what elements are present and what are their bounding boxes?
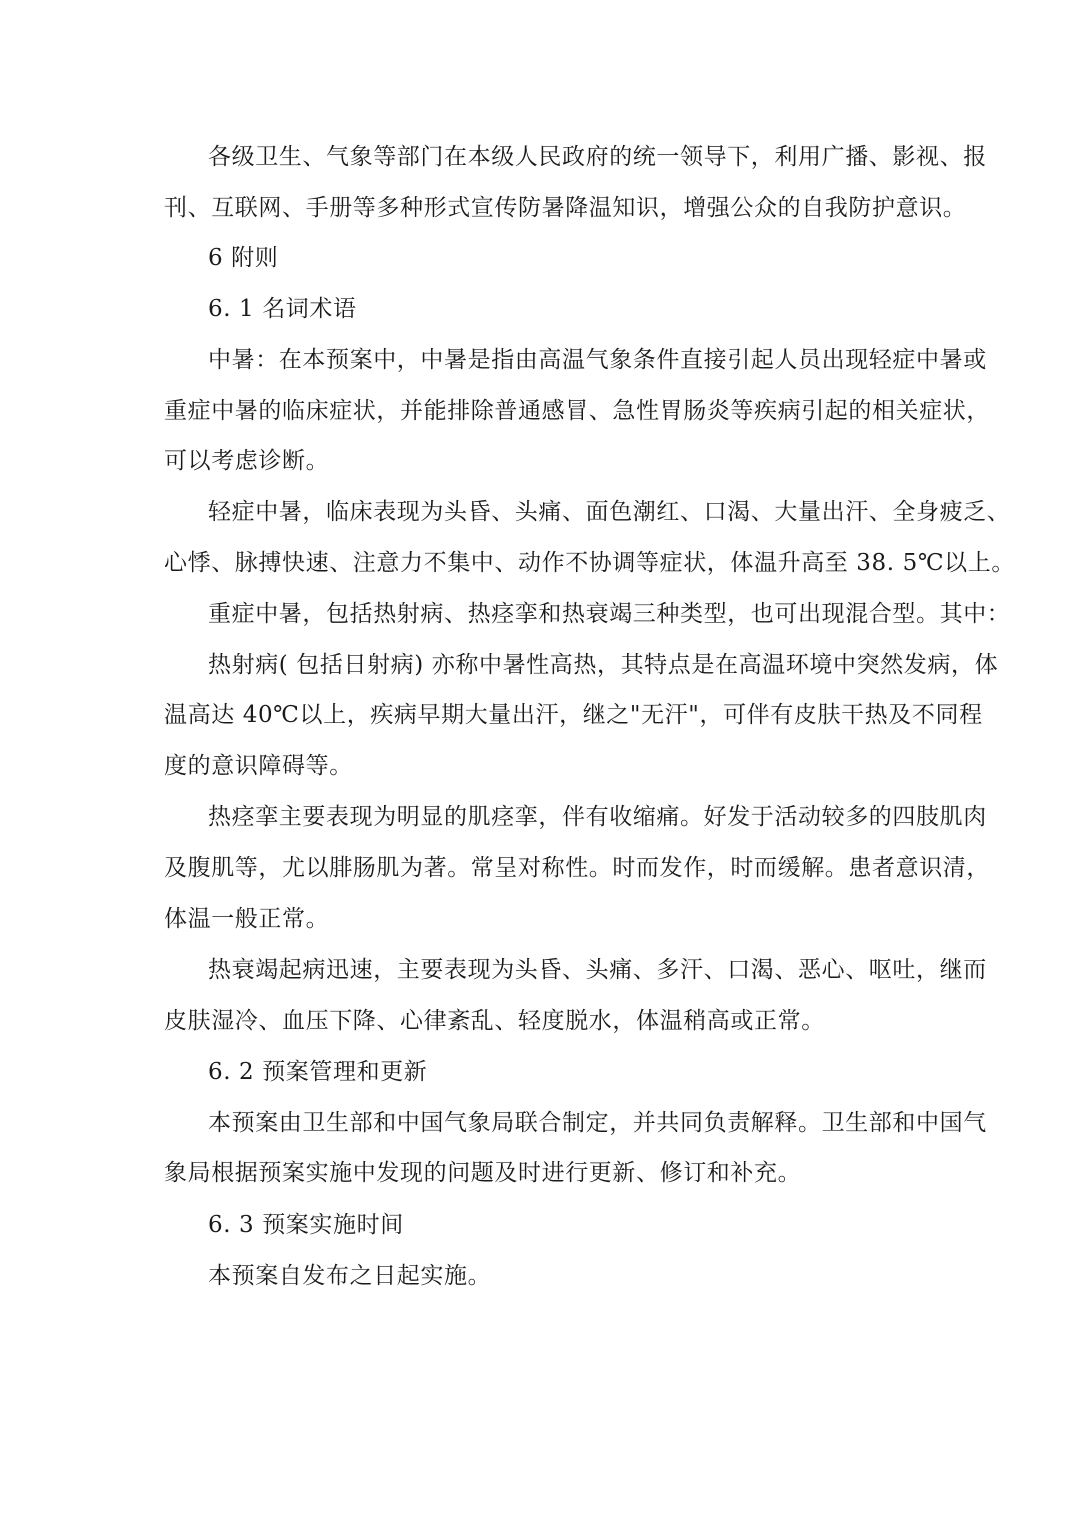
paragraph-heat-exhaustion-line-2: 皮肤湿冷、血压下降、心律紊乱、轻度脱水，体温稍高或正常。: [164, 1008, 825, 1034]
paragraph-heat-cramps-line-1: 热痉挛主要表现为明显的肌痉挛，伴有收缩痛。好发于活动较多的四肢肌肉: [208, 804, 987, 830]
section-heading-6-1: 6. 1 名词术语: [208, 296, 357, 322]
paragraph-effective-date: 本预案自发布之日起实施。: [208, 1263, 492, 1289]
paragraph-heatstroke-definition-line-3: 可以考虑诊断。: [164, 448, 330, 474]
paragraph-publicity-line-2: 刊、互联网、手册等多种形式宣传防暑降温知识，增强公众的自我防护意识。: [164, 195, 967, 221]
paragraph-heat-exhaustion-line-1: 热衰竭起病迅速，主要表现为头昏、头痛、多汗、口渴、恶心、呕吐，继而: [208, 957, 987, 983]
paragraph-severe-heatstroke-line-1: 重症中暑，包括热射病、热痉挛和热衰竭三种类型，也可出现混合型。其中：: [208, 601, 1011, 627]
paragraph-heatstroke-definition-line-1: 中暑：在本预案中，中暑是指由高温气象条件直接引起人员出现轻症中暑或: [208, 347, 987, 373]
section-heading-6: 6 附则: [208, 245, 279, 271]
paragraph-heat-cramps-line-2: 及腹肌等，尤以腓肠肌为著。常呈对称性。时而发作，时而缓解。患者意识清，: [164, 855, 990, 881]
paragraph-mild-heatstroke-line-2: 心悸、脉搏快速、注意力不集中、动作不协调等症状，体温升高至 38. 5℃以上。: [164, 550, 1015, 576]
paragraph-heat-stroke-line-2: 温高达 40℃以上，疾病早期大量出汗，继之"无汗"，可伴有皮肤干热及不同程: [164, 702, 983, 728]
paragraph-publicity-line-1: 各级卫生、气象等部门在本级人民政府的统一领导下，利用广播、影视、报: [208, 144, 987, 170]
paragraph-plan-management-line-2: 象局根据预案实施中发现的问题及时进行更新、修订和补充。: [164, 1160, 802, 1186]
section-heading-6-2: 6. 2 预案管理和更新: [208, 1059, 428, 1085]
paragraph-heat-stroke-line-3: 度的意识障碍等。: [164, 753, 353, 779]
paragraph-plan-management-line-1: 本预案由卫生部和中国气象局联合制定，并共同负责解释。卫生部和中国气: [208, 1110, 987, 1136]
paragraph-mild-heatstroke-line-1: 轻症中暑，临床表现为头昏、头痛、面色潮红、口渴、大量出汗、全身疲乏、: [208, 499, 1011, 525]
paragraph-heat-stroke-line-1: 热射病( 包括日射病) 亦称中暑性高热，其特点是在高温环境中突然发病，体: [208, 652, 999, 678]
section-heading-6-3: 6. 3 预案实施时间: [208, 1212, 404, 1238]
paragraph-heat-cramps-line-3: 体温一般正常。: [164, 906, 330, 932]
paragraph-heatstroke-definition-line-2: 重症中暑的临床症状，并能排除普通感冒、急性胃肠炎等疾病引起的相关症状，: [164, 398, 990, 424]
